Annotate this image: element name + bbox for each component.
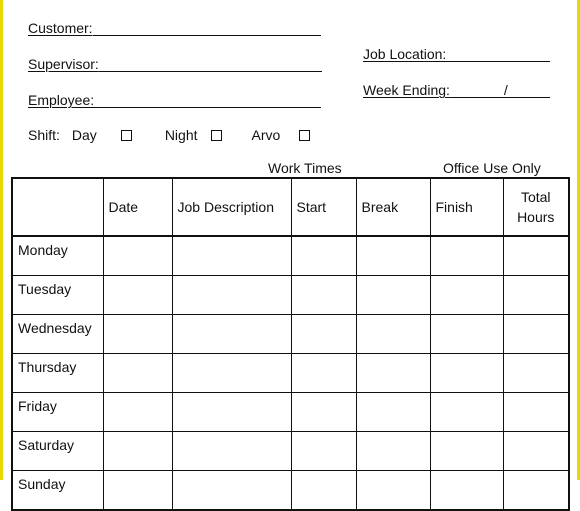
customer-field[interactable]: [28, 20, 321, 36]
day-label: Monday: [12, 236, 103, 276]
table-row: [12, 471, 569, 511]
finish-cell[interactable]: [430, 354, 503, 393]
shift-option-arvo-label: Arvo: [251, 127, 281, 143]
job-description-cell[interactable]: [172, 315, 291, 354]
total-hours-cell[interactable]: [503, 393, 569, 432]
header-job-description: Job Description: [172, 178, 291, 236]
header-total-hours: Total Hours: [503, 178, 569, 236]
date-cell[interactable]: [103, 276, 172, 315]
date-cell[interactable]: [103, 471, 172, 511]
table-row: [12, 393, 569, 432]
finish-cell[interactable]: [430, 432, 503, 471]
supervisor-line[interactable]: [99, 57, 322, 72]
day-checkbox-icon[interactable]: [121, 130, 132, 141]
timesheet-table: [11, 177, 570, 511]
start-cell[interactable]: [291, 354, 356, 393]
day-label: Sunday: [12, 471, 103, 511]
finish-cell[interactable]: [430, 393, 503, 432]
break-cell[interactable]: [356, 315, 430, 354]
table-row: [12, 276, 569, 315]
break-cell[interactable]: [356, 354, 430, 393]
week-ending-separator: /: [503, 82, 508, 98]
shift-option-day-label: Day: [71, 127, 97, 143]
shift-option-night-label: Night: [164, 127, 198, 143]
start-cell[interactable]: [291, 276, 356, 315]
break-cell[interactable]: [356, 471, 430, 511]
finish-cell[interactable]: [430, 315, 503, 354]
shift-label: Shift:: [28, 127, 60, 143]
job-location-field[interactable]: [363, 46, 550, 62]
header-start: Start: [291, 178, 356, 236]
job-location-line[interactable]: [446, 47, 550, 62]
day-label: Friday: [12, 393, 103, 432]
break-cell[interactable]: [356, 432, 430, 471]
supervisor-label: Supervisor:: [28, 56, 99, 72]
break-cell[interactable]: [356, 276, 430, 315]
date-cell[interactable]: [103, 393, 172, 432]
header-break: Break: [356, 178, 430, 236]
header-date: Date: [103, 178, 172, 236]
job-description-cell[interactable]: [172, 432, 291, 471]
date-cell[interactable]: [103, 315, 172, 354]
table-row: [12, 315, 569, 354]
date-cell[interactable]: [103, 236, 172, 276]
job-location-label: Job Location:: [363, 46, 447, 62]
header-day-cell: [12, 178, 103, 236]
total-hours-cell[interactable]: [503, 354, 569, 393]
total-hours-cell[interactable]: [503, 315, 569, 354]
arvo-checkbox-icon[interactable]: [299, 130, 310, 141]
employee-label: Employee:: [28, 92, 95, 108]
start-cell[interactable]: [291, 432, 356, 471]
finish-cell[interactable]: [430, 236, 503, 276]
employee-line[interactable]: [94, 93, 321, 108]
table-row: [12, 236, 569, 276]
job-description-cell[interactable]: [172, 276, 291, 315]
customer-line[interactable]: [93, 21, 321, 36]
table-row: [12, 432, 569, 471]
table-row: [12, 354, 569, 393]
table-header-row: [12, 178, 569, 236]
day-label: Wednesday: [12, 315, 103, 354]
employee-field[interactable]: [28, 92, 321, 108]
week-ending-label: Week Ending:: [363, 82, 450, 98]
day-label: Tuesday: [12, 276, 103, 315]
start-cell[interactable]: [291, 393, 356, 432]
finish-cell[interactable]: [430, 276, 503, 315]
day-label: Saturday: [12, 432, 103, 471]
header-finish: Finish: [430, 178, 503, 236]
total-hours-cell[interactable]: [503, 471, 569, 511]
job-description-cell[interactable]: [172, 354, 291, 393]
start-cell[interactable]: [291, 236, 356, 276]
day-label: Thursday: [12, 354, 103, 393]
customer-label: Customer:: [28, 20, 93, 36]
date-cell[interactable]: [103, 432, 172, 471]
work-times-caption: Work Times: [268, 160, 342, 176]
job-description-cell[interactable]: [172, 393, 291, 432]
finish-cell[interactable]: [430, 471, 503, 511]
job-description-cell[interactable]: [172, 236, 291, 276]
start-cell[interactable]: [291, 471, 356, 511]
supervisor-field[interactable]: [28, 56, 322, 72]
total-hours-cell[interactable]: [503, 276, 569, 315]
office-use-caption: Office Use Only: [443, 160, 541, 176]
night-checkbox-icon[interactable]: [211, 130, 222, 141]
start-cell[interactable]: [291, 315, 356, 354]
total-hours-cell[interactable]: [503, 236, 569, 276]
week-ending-field[interactable]: [363, 82, 550, 98]
date-cell[interactable]: [103, 354, 172, 393]
shift-selector: [28, 127, 310, 143]
job-description-cell[interactable]: [172, 471, 291, 511]
break-cell[interactable]: [356, 236, 430, 276]
total-hours-cell[interactable]: [503, 432, 569, 471]
week-ending-line[interactable]: [450, 83, 550, 98]
break-cell[interactable]: [356, 393, 430, 432]
